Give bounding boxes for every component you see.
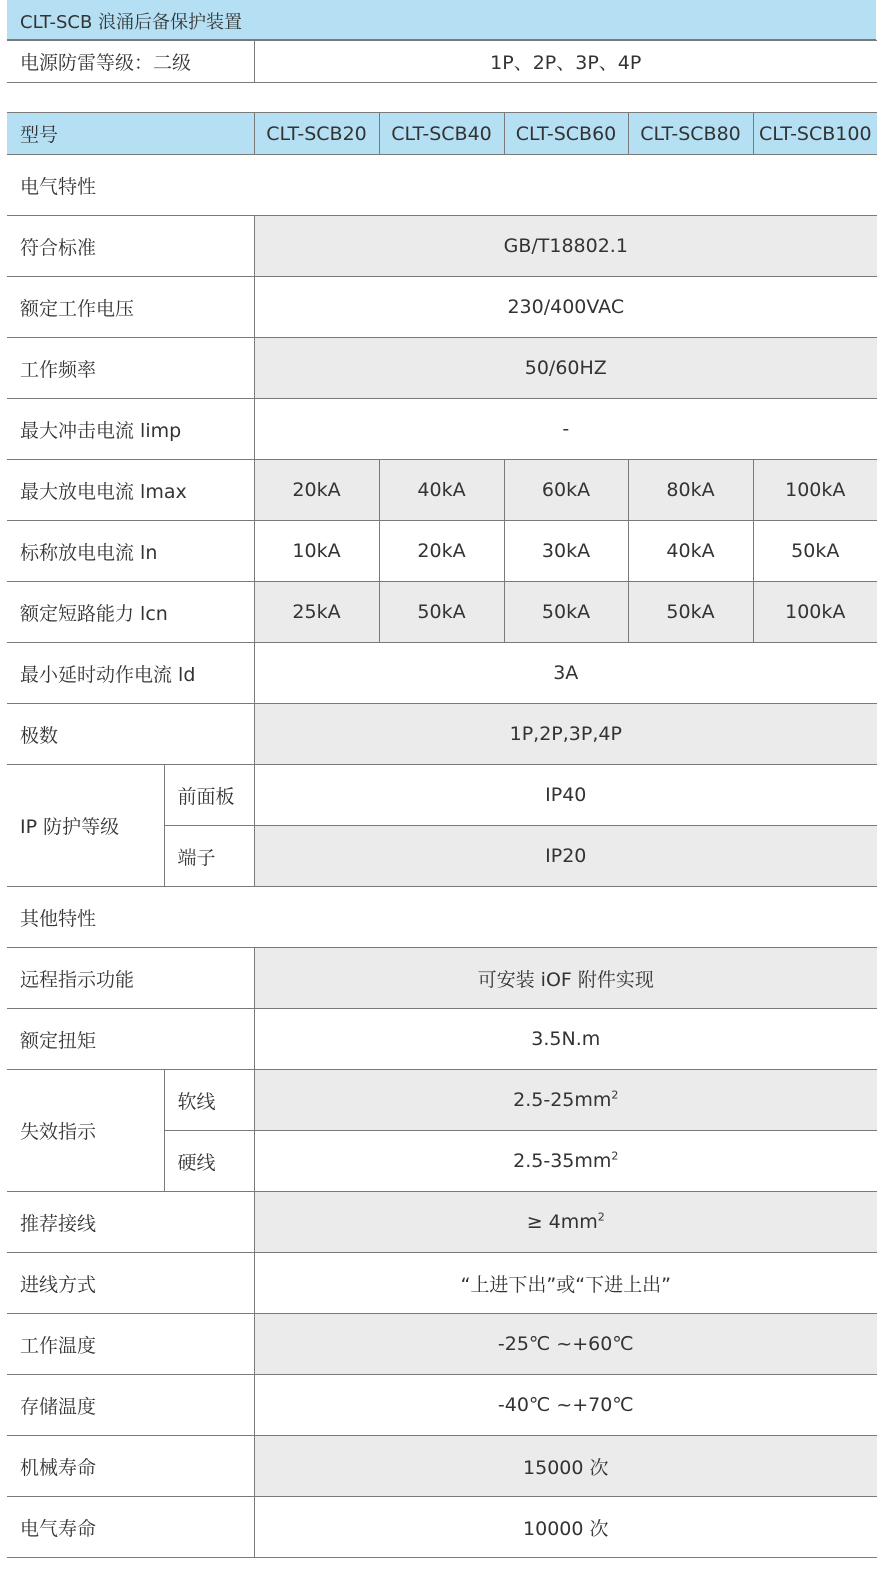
section-row <box>7 887 877 948</box>
model-header-cell: CLT-SCB100 <box>753 113 877 155</box>
spec-label: 符合标准 <box>7 216 254 277</box>
spec-row <box>7 460 877 521</box>
model-header-label: 型号 <box>7 113 254 155</box>
spec-row <box>7 216 877 277</box>
spec-row <box>7 338 877 399</box>
model-header-cell: CLT-SCB20 <box>254 113 379 155</box>
spec-row <box>7 765 877 826</box>
spec-label: 额定短路能力 lcn <box>7 582 254 643</box>
spec-value: 1P,2P,3P,4P <box>254 704 877 765</box>
spec-row <box>7 1192 877 1253</box>
spec-label: 机械寿命 <box>7 1436 254 1497</box>
spec-label: 电气寿命 <box>7 1497 254 1558</box>
spec-row <box>7 1314 877 1375</box>
spec-row <box>7 948 877 1009</box>
spec-cell: 60kA <box>504 460 628 521</box>
spec-cell: 40kA <box>628 521 753 582</box>
spec-value-text: 2.5-25mm <box>513 1089 612 1111</box>
spec-label: 工作温度 <box>7 1314 254 1375</box>
spec-sublabel: 端子 <box>164 826 254 887</box>
model-header-cell: CLT-SCB40 <box>379 113 504 155</box>
spec-cell: 30kA <box>504 521 628 582</box>
spec-value: -25℃ ~+60℃ <box>254 1314 877 1375</box>
spec-value: 可安装 iOF 附件实现 <box>254 948 877 1009</box>
spec-label: 极数 <box>7 704 254 765</box>
spec-label: 进线方式 <box>7 1253 254 1314</box>
spec-row <box>7 1375 877 1436</box>
spec-row <box>7 1253 877 1314</box>
spec-value-text: 2.5-35mm <box>513 1150 612 1172</box>
spec-label: 远程指示功能 <box>7 948 254 1009</box>
spec-label: 工作频率 <box>7 338 254 399</box>
spec-row <box>7 582 877 643</box>
model-header-cell: CLT-SCB60 <box>504 113 628 155</box>
spec-row <box>7 399 877 460</box>
spec-value: 15000 次 <box>254 1436 877 1497</box>
spec-cell: 100kA <box>753 582 877 643</box>
spec-label: 失效指示 <box>7 1070 164 1192</box>
spec-value: 230/400VAC <box>254 277 877 338</box>
title-bar <box>7 0 876 40</box>
spec-cell: 50kA <box>504 582 628 643</box>
spec-row <box>7 1009 877 1070</box>
model-header-row <box>7 113 877 155</box>
spec-row <box>7 1070 877 1131</box>
section-title: 其他特性 <box>7 887 877 948</box>
grade-label: 电源防雷等级：二级 <box>7 41 254 83</box>
superscript: 2 <box>597 1210 605 1224</box>
spec-value: 3A <box>254 643 877 704</box>
spec-row <box>7 277 877 338</box>
spec-label: 推荐接线 <box>7 1192 254 1253</box>
superscript: 2 <box>611 1149 619 1163</box>
spec-value-text: ≥ 4mm <box>526 1211 598 1233</box>
spec-value: 3.5N.m <box>254 1009 877 1070</box>
spec-value <box>254 1070 877 1131</box>
spec-cell: 25kA <box>254 582 379 643</box>
spec-cell: 50kA <box>628 582 753 643</box>
spec-label: 最大冲击电流 limp <box>7 399 254 460</box>
model-header-cell: CLT-SCB80 <box>628 113 753 155</box>
spec-row <box>7 643 877 704</box>
spec-row <box>7 521 877 582</box>
spec-label: IP 防护等级 <box>7 765 164 887</box>
spec-value: IP40 <box>254 765 877 826</box>
spec-cell: 20kA <box>379 521 504 582</box>
grade-row <box>7 41 877 83</box>
spec-value <box>254 1131 877 1192</box>
spec-value: GB/T18802.1 <box>254 216 877 277</box>
spec-sublabel: 软线 <box>164 1070 254 1131</box>
spec-row <box>7 704 877 765</box>
spec-value: 10000 次 <box>254 1497 877 1558</box>
spec-cell: 80kA <box>628 460 753 521</box>
spec-row <box>7 1436 877 1497</box>
spec-value: -40℃ ~+70℃ <box>254 1375 877 1436</box>
spec-value <box>254 1192 877 1253</box>
section-row <box>7 155 877 216</box>
grade-table <box>7 40 877 83</box>
spec-label: 标称放电电流 ln <box>7 521 254 582</box>
spec-table <box>7 112 877 1558</box>
spec-cell: 20kA <box>254 460 379 521</box>
spec-label: 额定扭矩 <box>7 1009 254 1070</box>
spec-value: 50/60HZ <box>254 338 877 399</box>
spec-value: - <box>254 399 877 460</box>
spec-cell: 50kA <box>379 582 504 643</box>
superscript: 2 <box>611 1088 619 1102</box>
spec-label: 最小延时动作电流 ld <box>7 643 254 704</box>
page-title: CLT-SCB 浪涌后备保护装置 <box>20 12 243 33</box>
spec-cell: 40kA <box>379 460 504 521</box>
spec-label: 额定工作电压 <box>7 277 254 338</box>
spec-cell: 100kA <box>753 460 877 521</box>
spec-cell: 10kA <box>254 521 379 582</box>
grade-value: 1P、2P、3P、4P <box>254 41 877 83</box>
spec-cell: 50kA <box>753 521 877 582</box>
spec-label: 最大放电电流 lmax <box>7 460 254 521</box>
section-title: 电气特性 <box>7 155 877 216</box>
spec-value: IP20 <box>254 826 877 887</box>
spec-sublabel: 硬线 <box>164 1131 254 1192</box>
spec-sublabel: 前面板 <box>164 765 254 826</box>
spec-label: 存储温度 <box>7 1375 254 1436</box>
spec-value: “上进下出”或“下进上出” <box>254 1253 877 1314</box>
spec-row <box>7 1497 877 1558</box>
